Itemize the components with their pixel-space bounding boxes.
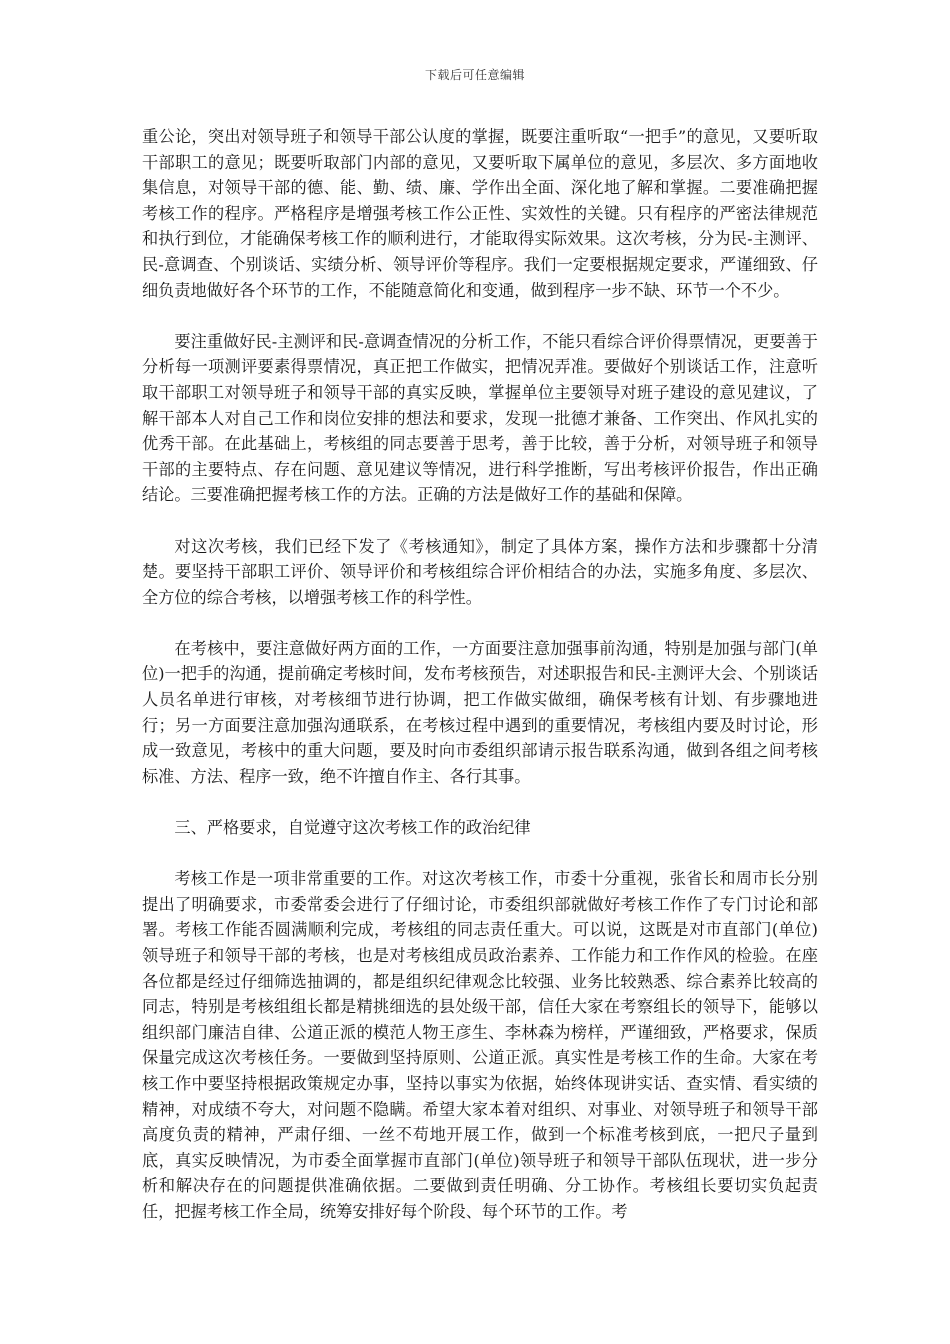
section-heading: 三、严格要求，自觉遵守这次考核工作的政治纪律: [174, 818, 531, 838]
paragraph-continued: 重公论，突出对领导班子和领导干部公认度的掌握，既要注重听取“一把手”的意见，又要听取干部职工的意见；既要听取部门内部的意见，又要听取下属单位的意见，多层次、多方面地收集信息，对领导干部的德、能、勤、绩、廉、学作出全面、深化地了解和掌握。二要准确把握考核工作的程序。严格程序是增强考核工作公正性、实效性的关键。只有程序的严密法律规范和执行到位，才能确保考核工作的顺利进行，才能取得实际效果。这次考核，分为民-主测评、民-意调查、个别谈话、实绩分析、领导评价等程序。我们一定要根据规定要求，严谨细致、仔细负责地做好各个环节的工作，不能随意简化和变通，做到程序一步不缺、环节一个不少。: [142, 127, 818, 300]
paragraph: 考核工作是一项非常重要的工作。对这次考核工作，市委十分重视，张省长和周市长分别提出了明确要求，市委常委会进行了仔细讨论，市委组织部就做好考核工作作了专门讨论和部署。考核工作能否圆满顺利完成，考核组的同志责任重大。可以说，这既是对市直部门(单位)领导班子和领导干部的考核，也是对考核组成员政治素养、工作能力和工作作风的检验。在座各位都是经过仔细筛选抽调的，都是组织纪律观念比较强、业务比较熟悉、综合素养比较高的同志，特别是考核组组长都是精挑细选的县处级干部，信任大家在考察组长的领导下，能够以组织部门廉洁自律、公道正派的模范人物王彦生、李林森为榜样，严谨细致，严格要求，保质保量完成这次考核任务。一要做到坚持原则、公道正派。真实性是考核工作的生命。大家在考核工作中要坚持根据政策规定办事，坚持以事实为依据，始终体现讲实话、查实情、看实绩的精神，对成绩不夸大，对问题不隐瞒。希望大家本着对组织、对事业、对领导班子和领导干部高度负责的精神，严肃仔细、一丝不苟地开展工作，做到一个标准考核到底，一把尺子量到底，真实反映情况，为市委全面掌握市直部门(单位)领导班子和领导干部队伍现状，进一步分析和解决存在的问题提供准确依据。二要做到责任明确、分工协作。考核组长要切实负起责任，把握考核工作全局，统筹安排好每个阶段、每个环节的工作。考: [142, 869, 818, 1221]
paragraph: 要注重做好民-主测评和民-意调查情况的分析工作，不能只看综合评价得票情况，更要善于分析每一项测评要素得票情况，真正把工作做实，把情况弄准。要做好个别谈话工作，注意听取干部职工对领导班子和领导干部的真实反映，掌握单位主要领导对班子建设的意见建议，了解干部本人对自己工作和岗位安排的想法和要求，发现一批德才兼备、工作突出、作风扎实的优秀干部。在此基础上，考核组的同志要善于思考，善于比较，善于分析，对领导班子和领导干部的主要特点、存在问题、意见建议等情况，进行科学推断，写出考核评价报告，作出正确结论。三要准确把握考核工作的方法。正确的方法是做好工作的基础和保障。: [142, 331, 818, 505]
page-header: 下载后可任意编辑: [424, 68, 525, 82]
paragraph: 在考核中，要注意做好两方面的工作，一方面要注意加强事前沟通，特别是加强与部门(单位)一把手的沟通，提前确定考核时间，发布考核预告，对述职报告和民-主测评大会、个别谈话人员名单进行审核，对考核细节进行协调，把工作做实做细，确保考核有计划、有步骤地进行；另一方面要注意加强沟通联系，在考核过程中遇到的重要情况，考核组内要及时讨论，形成一致意见，考核中的重大问题，要及时向市委组织部请示报告联系沟通，做到各组之间考核标准、方法、程序一致，绝不许擅自作主、各行其事。: [142, 638, 818, 786]
paragraph: 对这次考核，我们已经下发了《考核通知》，制定了具体方案，操作方法和步骤都十分清楚。要坚持干部职工评价、领导评价和考核组综合评价相结合的办法，实施多角度、多层次、全方位的综合考核，以增强考核工作的科学性。: [142, 536, 818, 607]
document-body: [142, 124, 818, 1225]
